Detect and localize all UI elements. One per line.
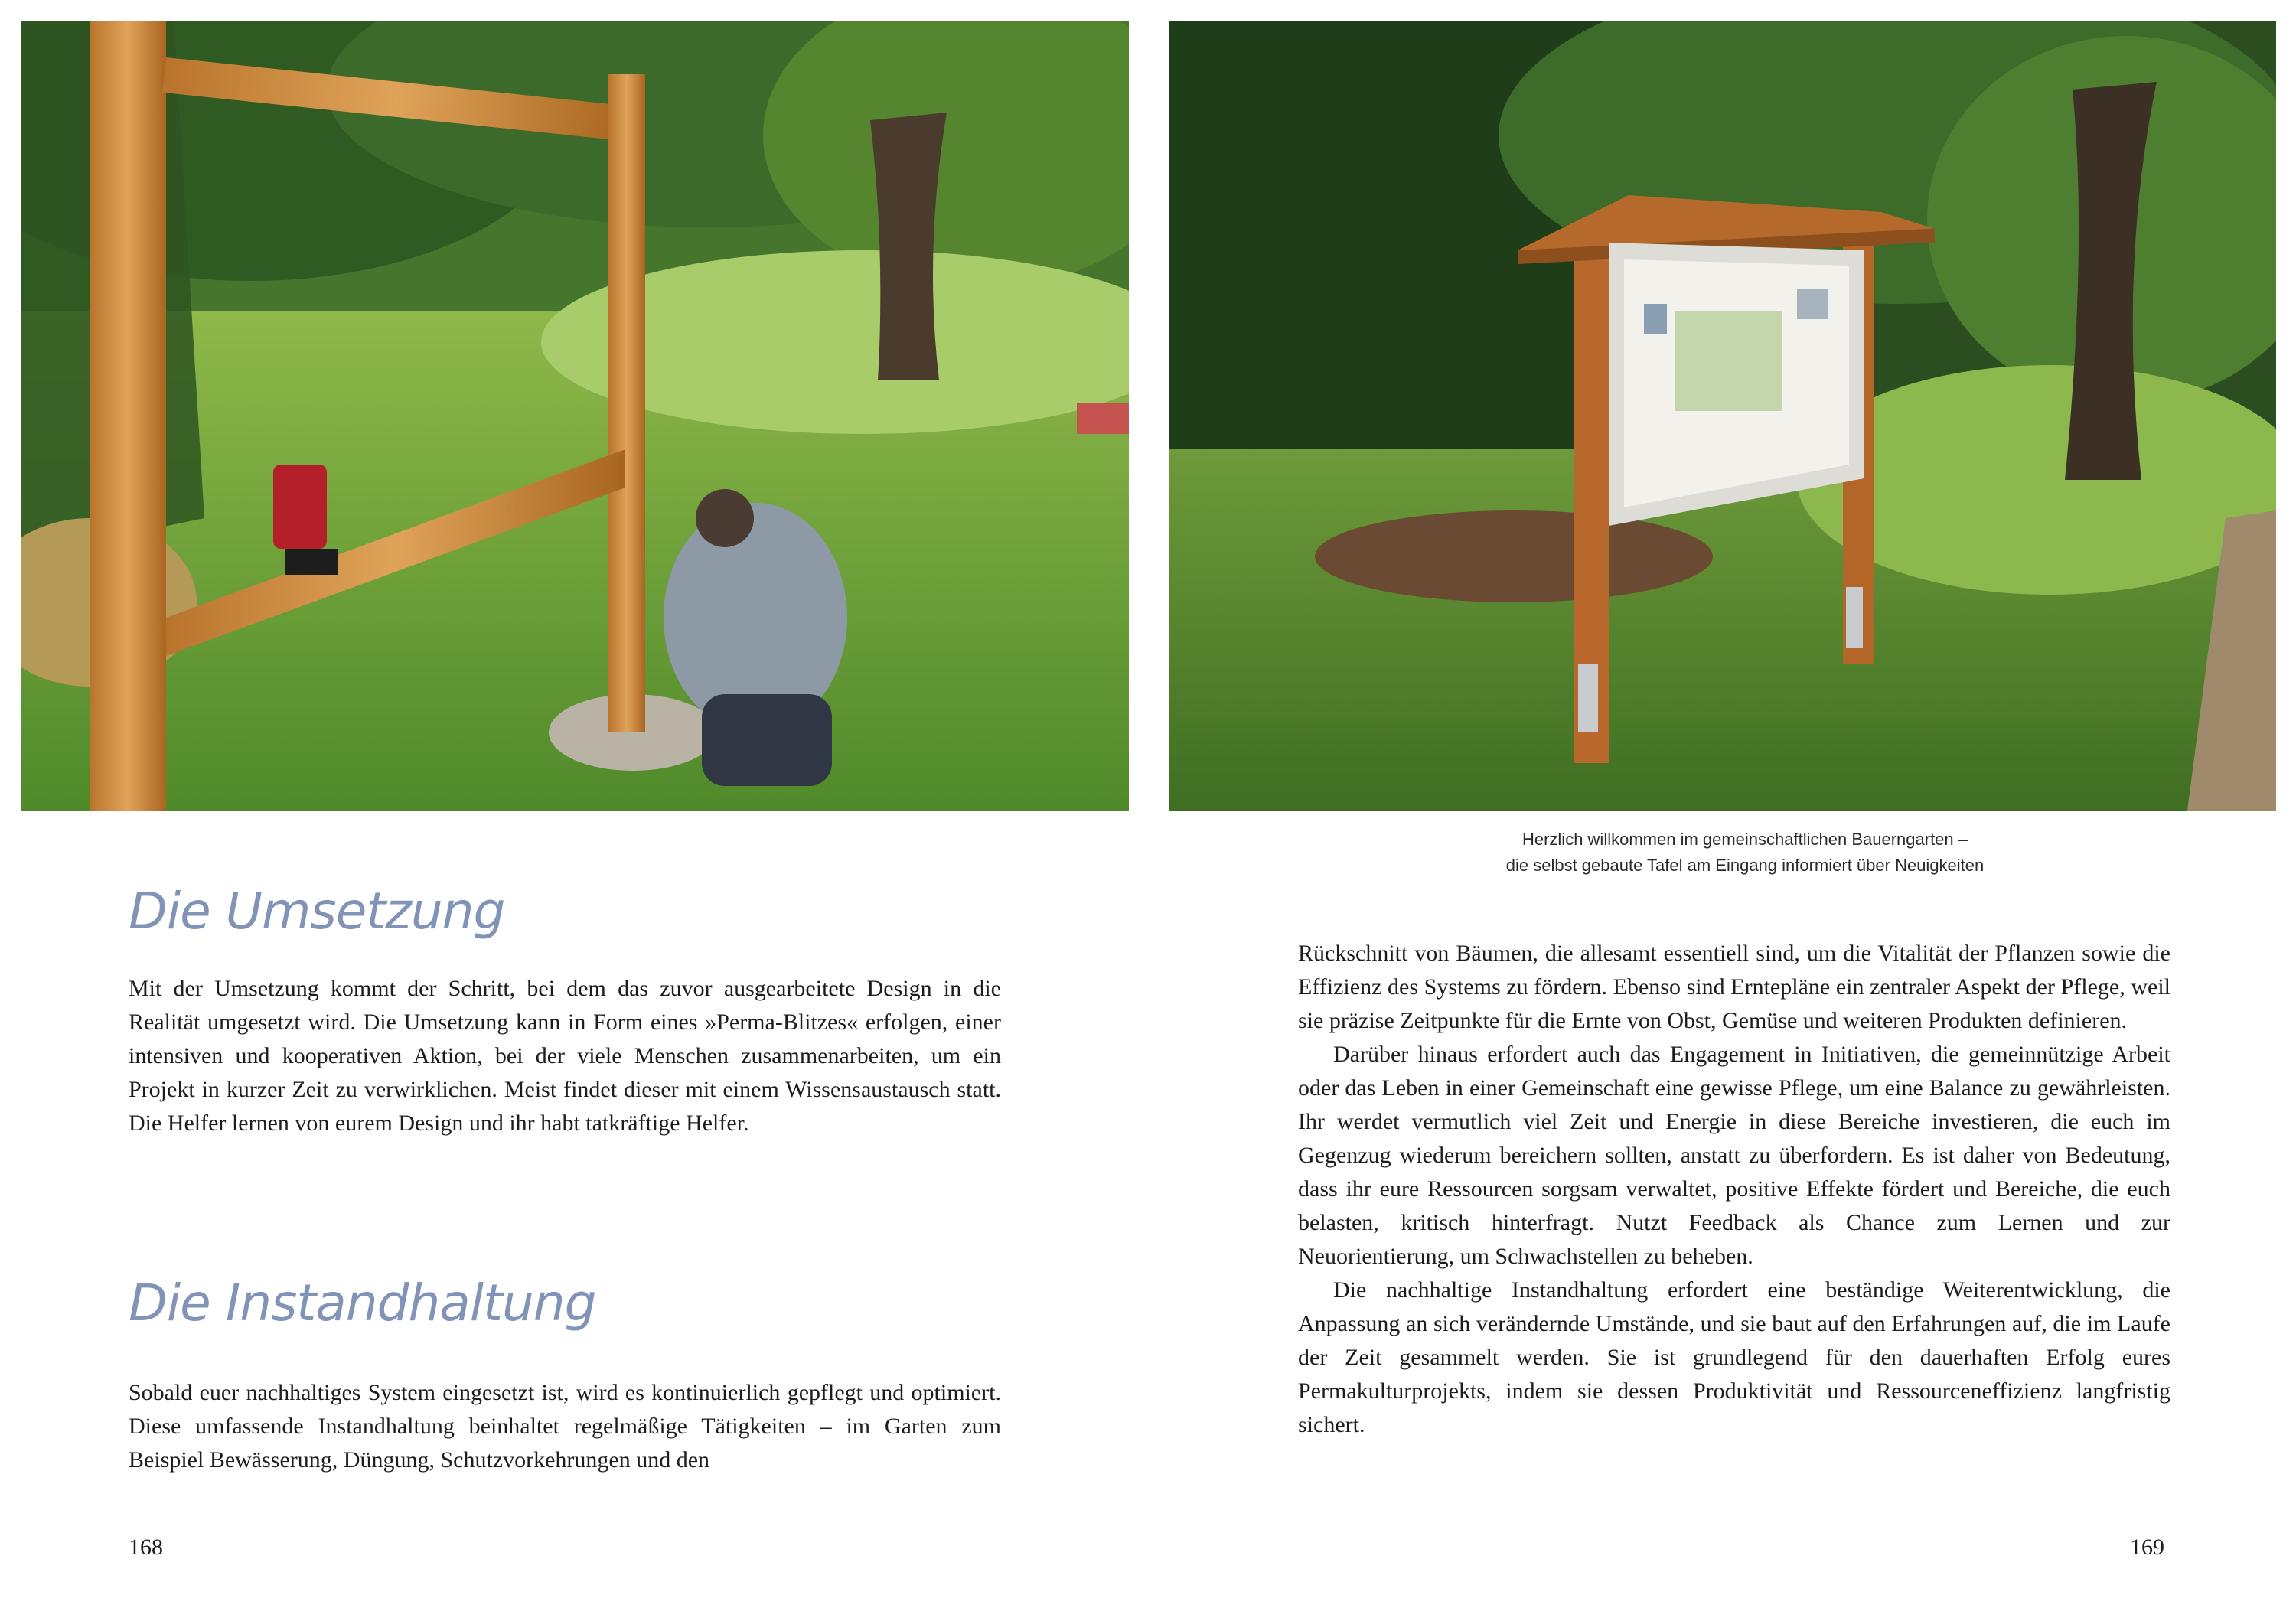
photo-caption [1225,827,2265,879]
section-text-umsetzung [129,972,1001,1140]
photo-notice-board [1169,21,2276,810]
section-heading-umsetzung: Die Umsetzung [129,882,505,941]
right-page [1148,0,2296,1621]
paragraph: Rückschnitt von Bäumen, die allesamt essentiell sind, um die Vitalität der Pflanzen sowie die Effizienz des Systems zu fördern. Ebenso sind Erntepläne ein zentraler Aspekt der Pflege, weil sie präzise Zeitpunkte für die Ernte von Obst, Gemüse und weiteren Produkten definieren. [1298,941,2170,1033]
continued-text [1298,937,2170,1442]
paragraph: Mit der Umsetzung kommt der Schritt, bei dem das zuvor ausgearbeitete Design in die Realität umgesetzt wird. Die Umsetzung kann in Form eines »Perma-Blitzes« erfolgen, einer intensiven und kooperativen Aktion, bei der viele Menschen zusammenarbeiten, um ein Projekt in kurzer Zeit zu verwirklichen. Meist findet dieser mit einem Wissensaustausch statt. Die Helfer lernen von eurem Design und ihr habt tatkräftige Helfer. [129,976,1001,1136]
photo-wooden-frame-construction [21,21,1129,810]
caption-line: die selbst gebaute Tafel am Eingang informiert über Neuigkeiten [1505,856,1985,875]
section-heading-instandhaltung: Die Instandhaltung [129,1274,596,1332]
section-text-instandhaltung [129,1376,1001,1477]
paragraph: Sobald euer nachhaltiges System eingesetzt ist, wird es kontinuierlich gepflegt und optimiert. Diese umfassende Instandhaltung beinhaltet regelmäßige Tätigkeiten – im Garten zum Beispiel Bewässerung, Düngung, Schutzvorkehrungen und den [129,1380,1001,1473]
caption-line: Herzlich willkommen im gemeinschaftlichen Bauerngarten – [1521,830,1968,849]
paragraph: Darüber hinaus erfordert auch das Engagement in Initiativen, die gemeinnützige Arbeit oder das Leben in einer Gemeinschaft eine gewisse Pflege, um eine Balance zu gewährleisten. Ihr werdet vermutlich viel Zeit und Energie in diese Bereiche investieren, die euch im Gegenzug wiederum bereichern sollten, anstatt zu überfordern. Es ist daher von Bedeutung, dass ihr eure Ressourcen sorgsam verwaltet, positive Effekte fördert und Bereiche, die euch belasten, kritisch hinterfragt. Nutzt Feedback als Chance zum Lernen und zur Neuorientierung, um Schwachstellen zu beheben. [1298,1042,2170,1269]
page-number: 168 [129,1535,163,1560]
page-number: 169 [2130,1535,2164,1560]
paragraph: Die nachhaltige Instandhaltung erfordert eine beständige Weiterentwicklung, die Anpassung an sich verändernde Umstände, und sie baut auf den Erfahrungen auf, die im Laufe der Zeit gesammelt werden. Sie ist grundlegend für den dauerhaften Erfolg eures Permakulturprojekts, indem sie dessen Produktivität und Ressourceneffizienz langfristig sichert. [1298,1277,2170,1437]
